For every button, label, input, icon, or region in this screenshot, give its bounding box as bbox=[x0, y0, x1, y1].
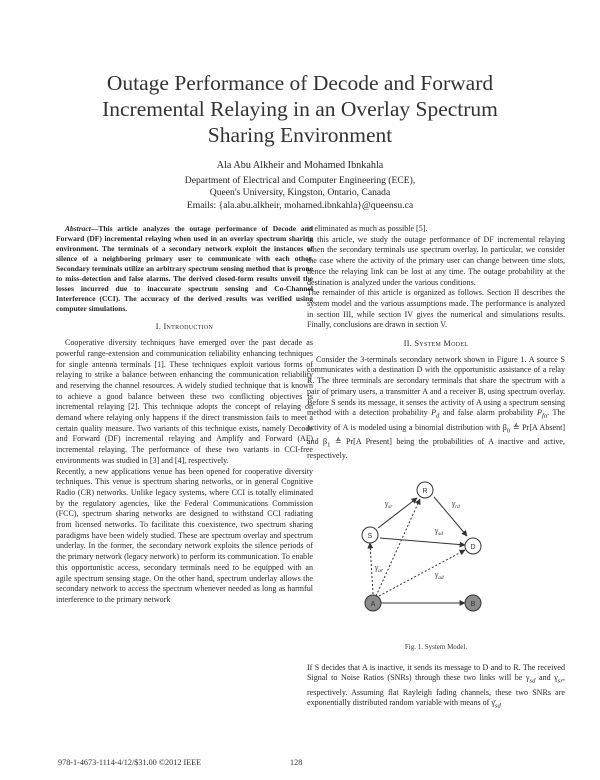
label-gamma-rd: $\gamma_{rd}$ bbox=[452, 498, 460, 510]
right-column bbox=[307, 224, 565, 713]
pd-symbol: P bbox=[431, 408, 436, 418]
model-text-d: ≜ Pr[A Absent] and β bbox=[307, 422, 566, 446]
gamma-sd-sub: sd bbox=[529, 677, 536, 685]
beta0-sub: 0 bbox=[506, 427, 511, 435]
title-line-1: Outage Performance of Decode and Forward bbox=[106, 71, 494, 95]
affiliation-line-2: Queen's University, Kingston, Ontario, Canada bbox=[209, 187, 391, 198]
label-gamma-sr: $\gamma_{sr}$ bbox=[385, 498, 393, 510]
model-text-b: and false alarm probability bbox=[439, 408, 538, 418]
model-paragraph-1 bbox=[307, 355, 565, 462]
right-paragraph-3: The remainder of this article is organized as follows. Section II describes the system model and the various assumptions made. The performance is analyzed in section III, while section IV gives the numerical and simulations results. Finally, conclusions are drawn in section V. bbox=[307, 288, 565, 330]
abstract bbox=[56, 224, 313, 314]
abstract-lead: Abstract bbox=[65, 224, 91, 233]
label-gamma-ad: $\gamma_{ad}$ bbox=[435, 569, 444, 581]
model2-text-b: and γ bbox=[535, 673, 558, 683]
abstract-text: —This article analyzes the outage performance of Decode and Forward (DF) incremental relaying when used in an overlay spectrum sharing environment. The terminals of a secondary network exploit the instances of silence of a neighboring primary user to communicate with each other. Secondary terminals utilize an arbitrary spectrum sensing method that is prone to miss-detection and false alarms. The derived closed-form results unveil the losses incurred due to inaccurate spectrum sensing and Co-Channel Interference (CCI). The accuracy of the derived results was verified using computer simulations. bbox=[56, 224, 313, 314]
author-names: Ala Abu Alkheir and Mohamed Ibnkahla bbox=[216, 160, 384, 171]
system-model-figure bbox=[307, 466, 565, 644]
footer-page-number: 128 bbox=[290, 758, 303, 767]
section-heading-system-model: II. System Model bbox=[403, 339, 469, 349]
node-s-label: S bbox=[367, 532, 373, 540]
title-line-2: Incremental Relaying in an Overlay Spectrum bbox=[102, 97, 498, 121]
pd-sub: d bbox=[436, 412, 440, 420]
edge-a-r bbox=[376, 499, 420, 596]
model-text-c: . The activity of A is modeled using a binomial distribution with β bbox=[307, 408, 565, 432]
title-line-3: Sharing Environment bbox=[207, 123, 393, 147]
footer-copyright: 978-1-4673-1114-4/12/$31.00 ©2012 IEEE bbox=[58, 758, 202, 767]
author-block bbox=[40, 160, 560, 212]
intro-paragraph-1: Cooperative diversity techniques have emerged over the past decade as powerful range-extension and communication reliability enhancing techniques for single antenna terminals [1]. These techniques exploit various forms of relaying to strike a balance between enhancing the communication reliability and reserving the channel resources. A widely studied technique that is known to achieve a good balance between these two conflicting objectives is incremental relaying [2]. This technique adopts the concept of relaying on demand where relaying only happens if the direct transmission fails to meet a certain quality measure. Two variants of this technique exists, namely Decode and Forward (DF) incremental relaying and Amplify and Forward (AF) incremental relaying. The performance of these two variants in CCI-free environments was studied in [3] and [4], respectively. bbox=[56, 338, 313, 465]
node-r-label: R bbox=[422, 487, 428, 495]
gamma-bar-sd-sub: sd bbox=[494, 702, 501, 710]
affiliation-line-1: Department of Electrical and Computer Engineering (ECE), bbox=[184, 174, 416, 186]
node-b-label: B bbox=[470, 600, 476, 608]
model2-text-a: If S decides that A is inactive, it sends its message to D and to R. The received Signal to Noise Ratios (SNRs) through these two links will be γ bbox=[307, 662, 565, 683]
right-paragraph-1: is eliminated as much as possible [5]. bbox=[307, 224, 428, 233]
pfa-sub: fa bbox=[541, 412, 548, 420]
model2-text-c: , respectively. Assuming flat Rayleigh fading channels, these two SNRs are exponentially distributed random variable with means of γ̄ bbox=[307, 673, 565, 708]
model-paragraph-2 bbox=[307, 663, 565, 713]
left-column bbox=[56, 224, 313, 606]
section-heading-introduction: I. Introduction bbox=[155, 322, 214, 332]
label-gamma-sd: $\gamma_{sd}$ bbox=[435, 525, 444, 537]
beta1-sub: 1 bbox=[327, 441, 331, 449]
edge-s-r bbox=[378, 498, 417, 528]
node-d-label: D bbox=[470, 543, 476, 551]
node-a-label: A bbox=[370, 600, 376, 608]
edge-a-s bbox=[370, 543, 373, 594]
email-line: Emails: {ala.abu.alkheir, mohamed.ibnkahla}@queensu.ca bbox=[186, 199, 414, 211]
figure-caption: Fig. 1. System Model. bbox=[404, 642, 468, 651]
system-model-diagram bbox=[307, 466, 565, 644]
model-text-e: ≜ Pr[A Present] being the probabilities of A inactive and active, respectively. bbox=[307, 436, 565, 461]
paper-title bbox=[40, 70, 560, 148]
right-paragraph-2: In this article, we study the outage performance of DF incremental relaying when the secondary terminals use spectrum overlay. In particular, we consider the case where the activity of the primary user can change between time slots, hence the relaying link can be lost at any time. The outage probability at the destination is analyzed under the various conditions. bbox=[307, 234, 565, 287]
label-gamma-ar: $\gamma_{ar}$ bbox=[375, 562, 384, 574]
edge-a-d bbox=[379, 550, 465, 596]
pfa-symbol: P bbox=[537, 408, 542, 418]
edge-s-d bbox=[380, 538, 465, 545]
model-text-a: Consider the 3-terminals secondary network shown in Figure 1. A source S communicates with a destination D with the opportunistic assistance of a relay R. The three terminals are secondary terminals that share the spectrum with a pair of primary users, a transmitter A and a receiver B, using spectrum overlay. Before S sends its message, it senses the activity of A using a spectrum sensing method with a detection probability bbox=[307, 354, 565, 418]
gamma-sr-sub: sr bbox=[557, 677, 563, 685]
intro-paragraph-2: Recently, a new applications venue has been opened for cooperative diversity techniques. This venue is spectrum sharing networks, or in general Cognitive Radio (CR) networks. Unlike legacy systems, where CCI is totally eliminated by the regulatory agencies, like the Federal Communications Commission (FCC), spectrum sharing networks are designed to withstand CCI radiating from licensed networks. To facilitate this coexistence, two spectrum sharing paradigms have been widely studied. These are spectrum overlay and spectrum underlay. In the former, the secondary network exploits the silence periods of the primary network (legacy network) to perform its communication. To enable this opportunistic access, secondary terminals need to be equipped with an agile spectrum sensing stage. On the other hand, spectrum underlay allows the secondary network to access the spectrum whenever needed as long as harmful interference to the primary network bbox=[56, 466, 313, 604]
